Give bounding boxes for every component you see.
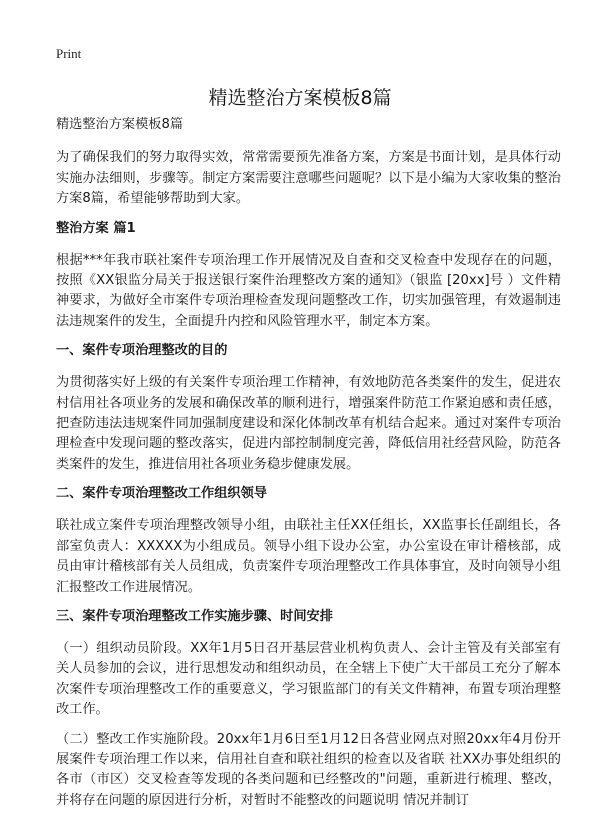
paragraph-3: 联社成立案件专项治理整改领导小组，由联社主任XX任组长，XX监事长任副组长，各部室负责人：XXXXX为小组成员。领导小组下设办公室，办公室设在审计稽核部，成员由审计稽核部有关人员组成，负责案件专项治理整改工作具体事宜，及时向领导小组汇报整改工作进展情况。	[56, 518, 561, 595]
paragraph-1: 根据***年我市联社案件专项治理工作开展情况及自查和交叉检查中发现存在的问题，按照《XX银监分局关于报送银行案件治理整改方案的通知》（银监 [20xx]号 ）文件精神要求，为做好全市案件专项治理检查发现问题整改工作，切实加强管理，有效遏制违法违规案件的发生，全面提升内控和风险管理水平，制定本方案。	[56, 252, 561, 329]
heading-3: 三、案件专项治理整改工作实施步骤、时间安排	[56, 608, 333, 624]
page-title: 精选整治方案模板8篇	[208, 87, 392, 109]
paragraph-5: （二）整改工作实施阶段。20xx年1月6日至1月12日各营业网点对照20xx年4月份开展案件专项治理工作以来，信用社自查和联社组织的检查以及省联 社XX办事处组织的各市（市区）交叉检查等发现的各类问题和已经整改的"问题，重新进行梳理、整改，并将存在问题的原因进行分析，对暂时不能整改的问题说明 情况并制订	[56, 731, 561, 808]
heading-1: 一、案件专项治理整改的目的	[56, 343, 228, 359]
paragraph-2: 为贯彻落实好上级的有关案件专项治理工作精神，有效地防范各类案件的发生，促进农村信用社各项业务的发展和确保改革的顺利进行，增强案件防范工作紧迫感和责任感，把查防违法违规案件同加强制度建设和深化体制改革有机结合起来。通过对案件专项治理检查中发现问题的整改落实，促进内部控制制度完善，降低信用社经营风险，防范各类案件的发生，推进信用社各项业务稳步健康发展。	[56, 375, 561, 472]
intro-paragraph: 为了确保我们的努力取得实效，常常需要预先准备方案，方案是书面计划，是具体行动实施办法细则，步骤等。制定方案需要注意哪些问题呢？以下是小编为大家收集的整治方案8篇，希望能够帮助到大家。	[56, 150, 561, 207]
heading-2: 二、案件专项治理整改工作组织领导	[56, 486, 267, 502]
paragraph-4: （一）组织动员阶段。XX年1月5日召开基层营业机构负责人、会计主管及有关部室有关人员参加的会议，进行思想发动和组织动员，在全辖上下使广大干部员工充分了解本次案件专项治理整改工作的重要意义，学习银监部门的有关文件精神，布置专项治理整改工作。	[56, 640, 561, 718]
document-subtitle: 精选整治方案模板8篇	[56, 117, 184, 132]
print-link[interactable]: Print	[56, 46, 82, 61]
section-title: 整治方案 篇1	[56, 220, 136, 236]
document-body	[56, 115, 561, 820]
